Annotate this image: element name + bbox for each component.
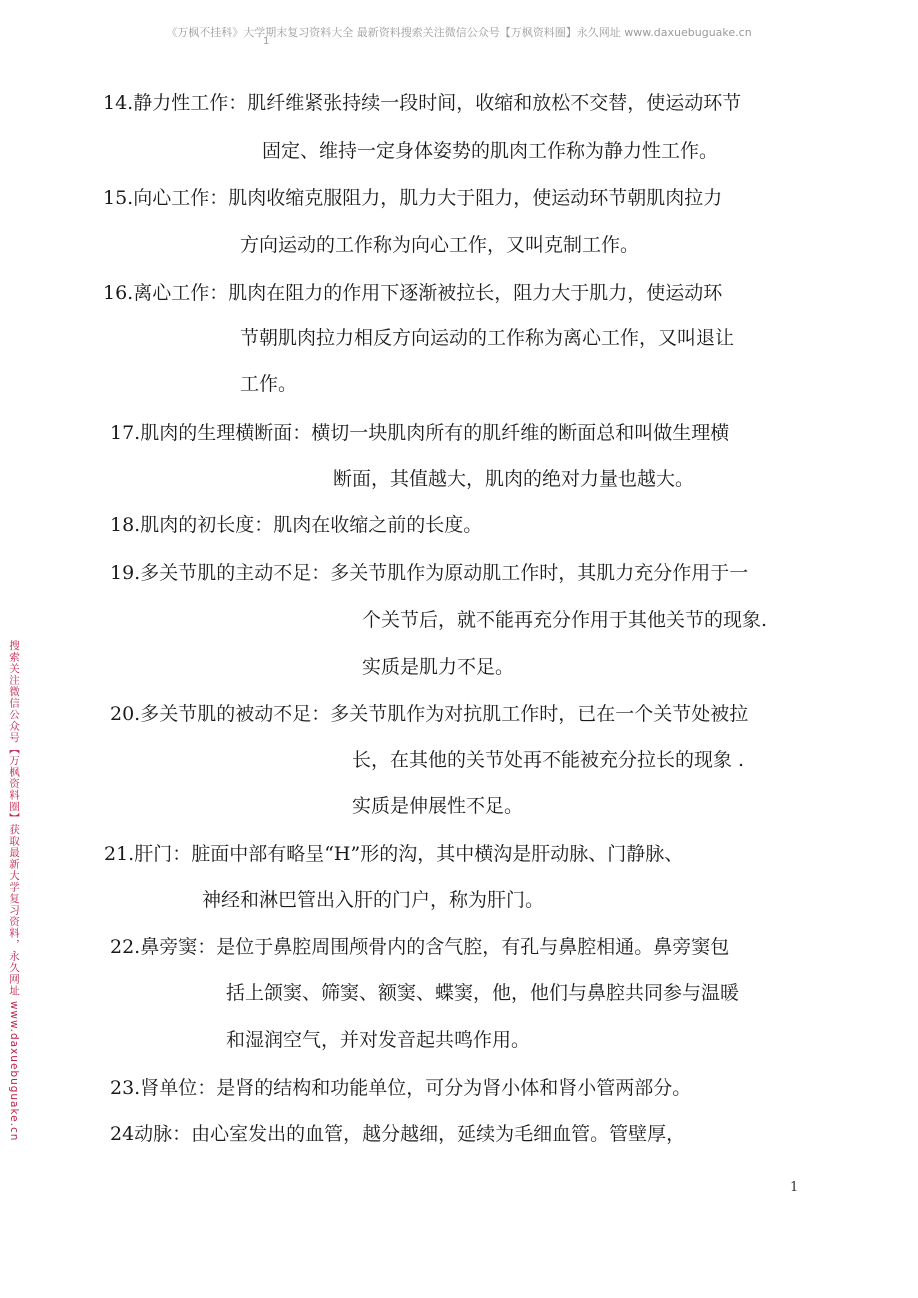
header-mark: 1 [263,36,270,47]
line-17-cont: 断面，其值越大，肌肉的绝对力量也越大。 [333,468,695,490]
line-21: 21.肝门：脏面中部有略呈“H”形的沟，其中横沟是肝动脉、门静脉、 [104,843,684,865]
line-19-cont-1: 个关节后，就不能再充分作用于其他关节的现象. [362,609,768,631]
line-19: 19.多关节肌的主动不足：多关节肌作为原动肌工作时，其肌力充分作用于一 [110,562,749,584]
line-14: 14.静力性工作：肌纤维紧张持续一段时间，收缩和放松不交替，使运动环节 [103,92,742,114]
line-24: 24动脉：由心室发出的血管，越分越细，延续为毛细血管。管壁厚， [110,1123,686,1145]
line-15-cont: 方向运动的工作称为向心工作，又叫克制工作。 [240,234,640,256]
page-header: 《万枫不挂科》大学期末复习资料大全 最新资料搜索关注微信公众号【万枫资料圈】永久网址 www.daxuebuguake.cn [166,26,752,39]
line-23: 23.肾单位：是肾的结构和功能单位，可分为肾小体和肾小管两部分。 [110,1077,692,1099]
line-20-cont-1: 长，在其他的关节处再不能被充分拉长的现象 . [352,749,745,771]
line-22-cont-1: 括上颌窦、筛窦、额窦、蝶窦，他，他们与鼻腔共同参与温暖 [226,982,740,1004]
line-16-cont-1: 节朝肌肉拉力相反方向运动的工作称为离心工作，又叫退让 [240,327,735,349]
line-18: 18.肌肉的初长度：肌肉在收缩之前的长度。 [110,514,483,536]
line-15: 15.向心工作：肌肉收缩克服阻力，肌力大于阻力，使运动环节朝肌肉拉力 [103,187,723,209]
line-21-cont: 神经和淋巴管出入肝的门户，称为肝门。 [202,889,545,911]
line-20-cont-2: 实质是伸展性不足。 [352,795,524,817]
line-22: 22.鼻旁窦：是位于鼻腔周围颅骨内的含气腔，有孔与鼻腔相通。鼻旁窦包 [110,936,730,958]
line-20: 20.多关节肌的被动不足：多关节肌作为对抗肌工作时，已在一个关节处被拉 [110,703,749,725]
line-14-cont: 固定、维持一定身体姿势的肌肉工作称为静力性工作。 [262,140,719,162]
side-watermark: 搜索关注微信公众号【万枫资料圈】获取最新大学复习资料，永久网址 www.daxuebuguake.cn [8,640,20,1142]
line-22-cont-2: 和湿润空气，并对发音起共鸣作用。 [226,1029,531,1051]
page-number: 1 [790,1180,799,1195]
line-16-cont-2: 工作。 [240,373,298,395]
line-17: 17.肌肉的生理横断面：横切一块肌肉所有的肌纤维的断面总和叫做生理横 [110,422,730,444]
line-16: 16.离心工作：肌肉在阻力的作用下逐渐被拉长，阻力大于肌力，使运动环 [103,282,723,304]
line-19-cont-2: 实质是肌力不足。 [362,656,515,678]
